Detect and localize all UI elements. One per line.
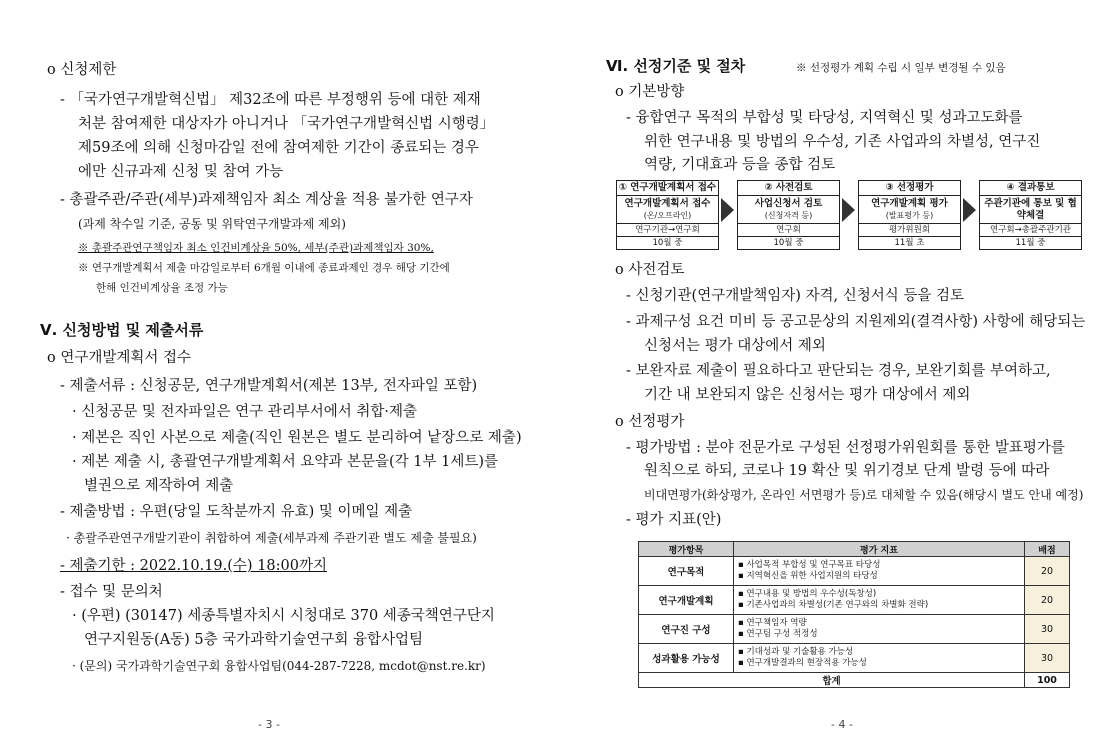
text-line: - 융합연구 목적의 부합성 및 타당성, 지역혁신 및 성과고도화를 (626, 110, 1023, 126)
table-row (639, 586, 1070, 615)
text-line: - 「국가연구개발혁신법」 제32조에 따른 부정행위 등에 대한 제재 (60, 92, 481, 108)
score-cell: 30 (1025, 615, 1070, 644)
process-flow (616, 180, 1081, 250)
indicator: 연구팀 구성 적정성 (746, 629, 818, 639)
flow-step (858, 180, 961, 250)
flow-step-title: ② 사전검토 (738, 181, 839, 196)
score-cell: 20 (1025, 557, 1070, 586)
flow-step-sub: (신청자격 등) (764, 211, 813, 220)
flow-step-name: 사업신청서 검토 (754, 198, 823, 209)
page-4 (548, 0, 1096, 756)
flow-step-sub: (발표평가 등) (885, 211, 934, 220)
deadline-line: - 제출기한 : 2022.10.19.(수) 18:00까지 (60, 558, 328, 574)
text-line: - 보완자료 제출이 필요하다고 판단되는 경우, 보완기회를 부여하고, (626, 363, 1051, 379)
flow-step-title: ④ 결과통보 (980, 181, 1081, 196)
table-row (639, 557, 1070, 586)
flow-step-when: 10월 중 (617, 236, 718, 249)
text-line: - 평가 지표(안) (626, 512, 722, 528)
flow-step-who: 연구기관→연구회 (617, 223, 718, 236)
indicator: 기존사업과의 차별성(기존 연구와의 차별화 전략) (746, 600, 929, 610)
table-header: 배점 (1025, 542, 1070, 557)
bullet-application-restriction: o 신청제한 (47, 62, 117, 78)
indicator-cell: ▪ 연구내용 및 방법의 우수성(독창성) ▪ 기존사업과의 차별성(기존 연구와의 차별화 전략) (734, 586, 1025, 615)
evaluation-table (638, 541, 1070, 688)
indicator: 사업목적 부합성 및 연구목표 타당성 (746, 560, 881, 570)
flow-step-when: 11월 초 (859, 236, 960, 249)
text-line: · 제본 제출 시, 총괄연구개발계획서 요약과 본문을(각 1부 1세트)를 (72, 454, 499, 470)
flow-step (616, 180, 719, 250)
text-line: 역량, 기대효과 등을 종합 검토 (644, 157, 836, 173)
table-total-row (639, 673, 1070, 688)
indicator: 기대성과 및 기술활용 가능성 (746, 647, 854, 657)
text-line: 처분 참여제한 대상자가 아니거나 「국가연구개발혁신법 시행령」 (78, 116, 495, 132)
text-line: 별권으로 제작하여 제출 (84, 478, 234, 494)
heading-note: ※ 선정평가 계획 수립 시 일부 변경될 수 있음 (796, 62, 1006, 74)
flow-step-who: 연구회→총괄주관기관 (980, 223, 1081, 236)
flow-step-name: 연구개발계획 평가 (871, 198, 948, 209)
flow-step (979, 180, 1082, 250)
note-line: 한해 인건비계상율 조정 가능 (96, 282, 228, 294)
flow-step-name: 연구개발계획서 접수 (624, 198, 711, 209)
flow-step-sub: (온/오프라인) (643, 211, 692, 220)
text-line: · (우편) (30147) 세종특별자치시 시청대로 370 세종국책연구단지 (72, 608, 495, 624)
contact-line: · (문의) 국가과학기술연구회 융합사업팀(044-287-7228, mcdot@nst.re.kr) (72, 659, 486, 673)
indicator: 연구책임자 역량 (746, 618, 807, 628)
section-heading-v: Ⅴ. 신청방법 및 제출서류 (40, 321, 204, 339)
text-line: - 평가방법 : 분야 전문가로 구성된 선정평가위원회를 통한 발표평가를 (626, 440, 1065, 456)
table-row (639, 644, 1070, 673)
category-cell: 연구개발계획 (639, 586, 734, 615)
table-header: 평가 지표 (734, 542, 1025, 557)
arrow-right-icon (721, 198, 734, 222)
text-line: 원칙으로 하되, 코로나 19 확산 및 위기경보 단계 발령 등에 따라 (644, 463, 1050, 479)
table-header: 평가항목 (639, 542, 734, 557)
text-line: - 총괄주관/주관(세부)과제책임자 최소 계상율 적용 불가한 연구자 (60, 192, 473, 208)
score-cell: 30 (1025, 644, 1070, 673)
flow-step-who: 평가위원회 (859, 223, 960, 236)
flow-step-name: 주관기관에 통보 및 협약체결 (984, 198, 1077, 221)
flow-step-title: ③ 선정평가 (859, 181, 960, 196)
flow-step-when: 10월 중 (738, 236, 839, 249)
indicator: 지역혁신을 위한 사업지원의 타당성 (746, 571, 878, 581)
section-heading-vi: Ⅵ. 선정기준 및 절차 (606, 57, 746, 75)
indicator-cell: ▪ 기대성과 및 기술활용 가능성 ▪ 연구개발결과의 현장적용 가능성 (734, 644, 1025, 673)
flow-step-when: 11월 중 (980, 236, 1081, 249)
indicator-cell: ▪ 사업목적 부합성 및 연구목표 타당성 ▪ 지역혁신을 위한 사업지원의 타당성 (734, 557, 1025, 586)
note-line: ※ 총괄주관연구책임자 최소 인건비계상율 50%, 세부(주관)과제책임자 30%, (78, 242, 434, 254)
bullet-basic-direction: o 기본방향 (615, 84, 685, 100)
text-line: - 과제구성 요건 미비 등 공고문상의 지원제외(결격사항) 사항에 해당되는 (626, 314, 1086, 330)
note-line: ※ 연구개발계획서 제출 마감일로부터 6개월 이내에 종료과제인 경우 해당 기간에 (78, 262, 450, 274)
flow-step-title: ① 연구개발계획서 접수 (617, 181, 718, 196)
indicator-cell: ▪ 연구책임자 역량 ▪ 연구팀 구성 적정성 (734, 615, 1025, 644)
arrow-right-icon (963, 198, 976, 222)
score-cell: 20 (1025, 586, 1070, 615)
total-label: 합계 (639, 673, 1025, 688)
text-line: · 총괄주관연구개발기관이 취합하여 제출(세부과제 주관기관 별도 제출 불필요) (66, 531, 477, 545)
arrow-right-icon (842, 198, 855, 222)
category-cell: 성과활용 가능성 (639, 644, 734, 673)
category-cell: 연구목적 (639, 557, 734, 586)
text-line: 연구지원동(A동) 5층 국가과학기술연구회 융합사업팀 (84, 632, 423, 648)
table-row (639, 615, 1070, 644)
text-line: 제59조에 의해 신청마감일 전에 참여제한 기간이 종료되는 경우 (78, 140, 479, 156)
text-line: - 접수 및 문의처 (60, 584, 163, 600)
text-line: - 제출서류 : 신청공문, 연구개발계획서(제본 13부, 전자파일 포함) (60, 378, 478, 394)
text-line: · 제본은 직인 사본으로 제출(직인 원본은 별도 분리하여 낱장으로 제출) (72, 430, 522, 446)
text-line: · 신청공문 및 전자파일은 연구 관리부서에서 취합·제출 (72, 404, 418, 420)
table-header-row (639, 542, 1070, 557)
bullet-plan-submission: o 연구개발계획서 접수 (47, 350, 192, 366)
text-line: (과제 착수일 기준, 공동 및 위탁연구개발과제 제외) (78, 217, 346, 231)
flow-step-who: 연구회 (738, 223, 839, 236)
text-line: 위한 연구내용 및 방법의 우수성, 기존 사업과의 차별성, 연구진 (644, 134, 1041, 150)
page-number: - 3 - (258, 718, 280, 731)
text-line: 신청서는 평가 대상에서 제외 (644, 338, 826, 354)
bullet-pre-review: o 사전검토 (615, 262, 685, 278)
text-line: - 신청기관(연구개발책임자) 자격, 신청서식 등을 검토 (626, 288, 965, 304)
category-cell: 연구진 구성 (639, 615, 734, 644)
text-line: 에만 신규과제 신청 및 참여 가능 (78, 164, 284, 180)
indicator: 연구내용 및 방법의 우수성(독창성) (746, 589, 877, 599)
text-line: 기간 내 보완되지 않은 신청서는 평가 대상에서 제외 (644, 387, 971, 403)
indicator: 연구개발결과의 현장적용 가능성 (746, 658, 867, 668)
bullet-selection-evaluation: o 선정평가 (615, 414, 685, 430)
page-number: - 4 - (831, 718, 853, 731)
text-line: - 제출방법 : 우편(당일 도착분까지 유효) 및 이메일 제출 (60, 504, 413, 520)
text-line: 비대면평가(화상평가, 온라인 서면평가 등)로 대체할 수 있음(해당시 별도 안내 예정) (644, 488, 1084, 502)
flow-step (737, 180, 840, 250)
total-score: 100 (1025, 673, 1070, 688)
